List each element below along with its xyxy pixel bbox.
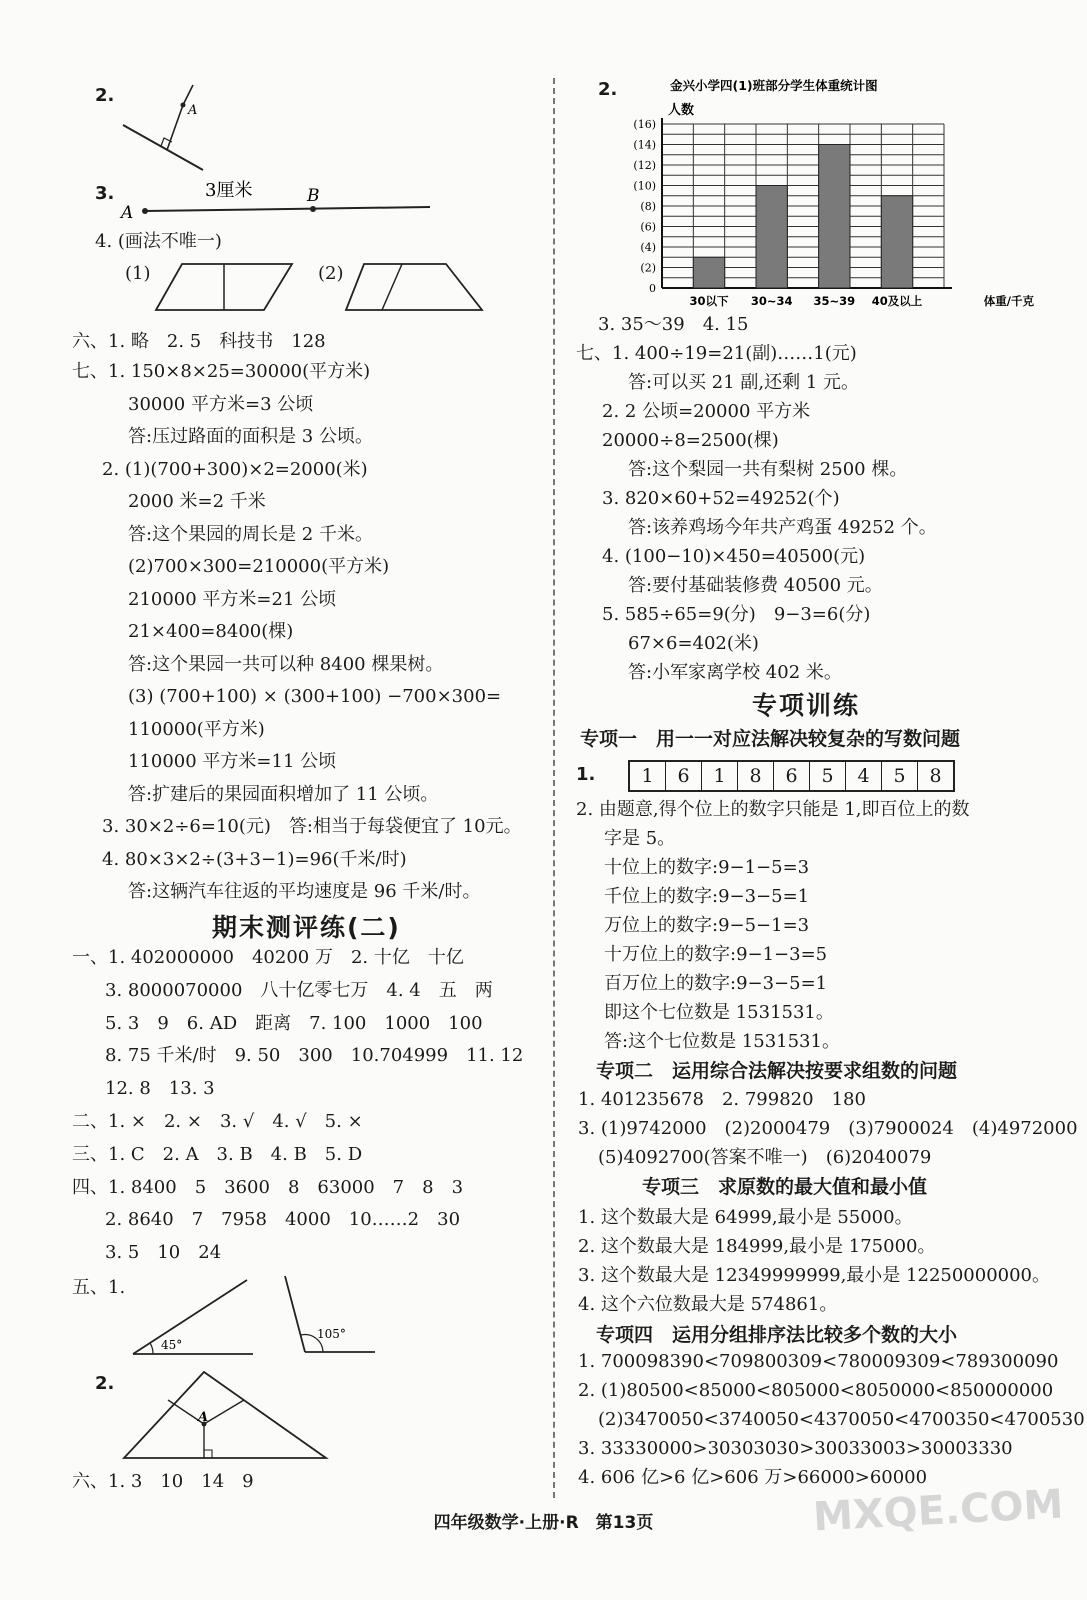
y-tick-label: (4)	[640, 241, 656, 254]
right-sec7-line: 4. (100−10)×450=40500(元)	[602, 546, 866, 567]
s4-title: 专项四 运用分组排序法比较多个数的大小	[596, 1324, 958, 1346]
y-tick-label: 0	[649, 282, 656, 295]
right-sec7-line: 七、1. 400÷19=21(副)……1(元)	[576, 343, 857, 364]
sec6-last-line: 六、1. 3 10 14 9	[72, 1471, 254, 1492]
left-sec7-line: 30000 平方米=3 公顷	[128, 393, 314, 415]
parallelogram-figure	[152, 258, 300, 316]
point-a-label: A	[198, 1410, 209, 1425]
right-sec7-line: 3. 820×60+52=49252(个)	[602, 488, 840, 509]
digit-cell: 1	[701, 762, 737, 790]
right-sec7-line: 5. 585÷65=9(分) 9−3=6(分)	[602, 604, 871, 625]
bar	[881, 196, 912, 288]
point-b-label: B	[307, 186, 320, 206]
trapezoid-figure	[342, 258, 487, 316]
s4-lines-line: 2. (1)80500<85000<805000<8050000<850000000	[578, 1380, 1054, 1401]
s4-lines-line: 1. 700098390<709800309<780009309<789300090	[578, 1351, 1059, 1372]
x-tick-label: 30~34	[750, 294, 793, 308]
right-sec7-line: 答:小军家离学校 402 米。	[628, 662, 842, 683]
left-sec7-line: (3) (700+100) × (300+100) −700×300=	[128, 686, 502, 707]
digit-cell: 5	[809, 762, 845, 790]
right-sec7-line: 20000÷8=2500(棵)	[602, 430, 779, 451]
y-tick-label: (6)	[640, 220, 656, 234]
right-sec7-line: 答:这个梨园一共有梨树 2500 棵。	[628, 459, 908, 480]
left-sec7-line: 2. (1)(700+300)×2=2000(米)	[102, 458, 368, 480]
column-divider	[553, 78, 555, 1498]
left-exam-line: 8. 75 千米/时 9. 50 300 10.704999 11. 12	[105, 1045, 524, 1067]
left-sec7-line: 4. 80×3×2÷(3+3−1)=96(千米/时)	[102, 848, 407, 870]
y-tick-label: (8)	[640, 200, 656, 213]
digit-cell: 6	[773, 762, 809, 790]
length-label: 3厘米	[205, 180, 253, 201]
s1-lines-line: 2. 由题意,得个位上的数字只能是 1,即百位上的数	[576, 799, 970, 820]
page-footer: 四年级数学·上册·R 第13页	[433, 1513, 654, 1533]
left-sec7-line: 110000 平方米=11 公顷	[128, 751, 337, 772]
y-axis-label: 人数	[668, 103, 695, 118]
bar	[693, 257, 724, 288]
left-sec7-line: 答:压过路面的面积是 3 公顷。	[128, 426, 373, 447]
right-sec7-line: 答:可以买 21 副,还剩 1 元。	[628, 372, 860, 393]
s1-lines-line: 十位上的数字:9−1−5=3	[604, 857, 810, 878]
s4-lines-line: 3. 33330000>30303030>30033003>30003330	[578, 1438, 1013, 1459]
left-sec7-line: 2000 米=2 千米	[128, 491, 266, 512]
left-exam-line: 5. 3 9 6. AD 距离 7. 100 1000 100	[105, 1012, 483, 1034]
bar	[756, 186, 787, 289]
digit-cell: 4	[845, 762, 881, 790]
right-q2-label: 2.	[598, 79, 618, 100]
s2-lines-line: 1. 401235678 2. 799820 180	[578, 1089, 866, 1110]
triangle-figure	[120, 1368, 340, 1464]
s2-title: 专项二 运用综合法解决按要求组数的问题	[596, 1060, 958, 1082]
s1-lines-line: 字是 5。	[604, 828, 676, 849]
sec6-line: 六、1. 略 2. 5 科技书 128	[72, 331, 326, 352]
left-exam-line: 四、1. 8400 5 3600 8 63000 7 8 3	[72, 1176, 464, 1198]
special-title: 专项训练	[752, 691, 861, 720]
left-sec7-line: 110000(平方米)	[128, 718, 265, 740]
s2-lines-line: 3. (1)9742000 (2)2000479 (3)7900024 (4)4972000	[578, 1118, 1078, 1139]
left-sec7-line: 21×400=8400(棵)	[128, 621, 294, 642]
left-sec7-line: (2)700×300=210000(平方米)	[128, 556, 390, 577]
chart-title: 金兴小学四(1)班部分学生体重统计图	[670, 78, 878, 93]
s4-lines-line: 4. 606 亿>6 亿>606 万>66000>60000	[578, 1467, 928, 1488]
s4-lines-line: (2)3470050<3740050<4370050<4700350<4700530	[598, 1409, 1085, 1430]
digit-table	[628, 760, 955, 792]
s1-lines-line: 答:这个七位数是 1531531。	[604, 1031, 840, 1052]
left-sec7-line: 210000 平方米=21 公顷	[128, 588, 337, 610]
q3-label: 3.	[95, 183, 115, 204]
s1-q1-label: 1.	[576, 764, 596, 785]
left-exam-line: 3. 8000070000 八十亿零七万 4. 4 五 两	[105, 979, 493, 1001]
x-axis-label: 体重/千克	[983, 294, 1034, 308]
y-tick-label: (10)	[633, 179, 656, 193]
left-sec7-line: 答:这辆汽车往返的平均速度是 96 千米/时。	[128, 881, 481, 902]
watermark: MXQE.COM	[811, 1481, 1065, 1541]
angle-45-label: 45°	[161, 1338, 183, 1352]
digit-cell: 1	[641, 765, 654, 787]
left-exam-line: 12. 8 13. 3	[105, 1078, 215, 1100]
s3-title: 专项三 求原数的最大值和最小值	[642, 1176, 928, 1198]
right-sec7-line: 2. 2 公顷=20000 平方米	[602, 401, 811, 422]
s1-lines-line: 百万位上的数字:9−3−5=1	[604, 973, 828, 994]
left-exam-line: 一、1. 402000000 40200 万 2. 十亿 十亿	[72, 947, 464, 968]
exam-title: 期末测评练(二)	[212, 913, 401, 942]
left-exam-line: 3. 5 10 24	[105, 1242, 222, 1264]
after-chart-line: 3. 35～39 4. 15	[598, 314, 749, 335]
left-exam-line: 二、1. × 2. × 3. √ 4. √ 5. ×	[72, 1111, 363, 1132]
digit-cell: 6	[665, 762, 701, 790]
s3-lines-line: 1. 这个数最大是 64999,最小是 55000。	[578, 1207, 913, 1228]
left-exam-line: 三、1. C 2. A 3. B 4. B 5. D	[72, 1143, 363, 1165]
digit-cell: 8	[917, 762, 953, 790]
left-sec7-line: 答:这个果园一共可以种 8400 棵果树。	[128, 653, 444, 675]
sec5-label: 五、1.	[72, 1277, 126, 1298]
left-sec7-line: 答:这个果园的周长是 2 千米。	[128, 523, 373, 545]
s3-lines-line: 3. 这个数最大是 12349999999,最小是 12250000000。	[578, 1265, 1051, 1286]
left-sec7-line: 七、1. 150×8×25=30000(平方米)	[72, 361, 371, 382]
right-sec7-line: 67×6=402(米)	[628, 633, 759, 654]
s1-lines-line: 十万位上的数字:9−1−3=5	[604, 944, 828, 965]
segment-figure	[115, 176, 440, 222]
sec5-q2-label: 2.	[95, 1373, 115, 1394]
point-a-label: A	[121, 203, 134, 222]
s1-lines-line: 万位上的数字:9−5−1=3	[604, 915, 810, 936]
x-tick-label: 30以下	[689, 294, 729, 308]
y-tick-label: (16)	[633, 118, 656, 131]
angle-105-label: 105°	[317, 1327, 346, 1341]
q4-line: 4. (画法不唯一)	[95, 231, 222, 252]
left-sec7-line: 3. 30×2÷6=10(元) 答:相当于每袋便宜了 10元。	[102, 816, 522, 837]
s1-lines-line: 即这个七位数是 1531531。	[604, 1002, 834, 1023]
q4-sub1: (1)	[125, 263, 151, 284]
right-sec7-line: 答:该养鸡场今年共产鸡蛋 49252 个。	[628, 517, 937, 538]
digit-cell: 8	[737, 762, 773, 790]
digit-cell: 5	[881, 762, 917, 790]
bar	[819, 145, 850, 289]
x-tick-label: 40及以上	[871, 294, 923, 308]
s2-lines-line: (5)4092700(答案不唯一) (6)2040079	[598, 1147, 932, 1168]
s3-lines-line: 4. 这个六位数最大是 574861。	[578, 1294, 838, 1315]
perpendicular-figure	[115, 80, 235, 175]
y-tick-label: (14)	[633, 138, 656, 152]
point-a-label: A	[188, 103, 198, 118]
s1-lines-line: 千位上的数字:9−3−5=1	[604, 886, 810, 907]
x-tick-label: 35~39	[813, 294, 856, 308]
right-sec7-line: 答:要付基础装修费 40500 元。	[628, 575, 883, 596]
s1-title: 专项一 用一一对应法解决较复杂的写数问题	[580, 728, 961, 750]
left-sec7-line: 答:扩建后的果园面积增加了 11 公顷。	[128, 783, 439, 805]
left-exam-line: 2. 8640 7 7958 4000 10……2 30	[105, 1209, 461, 1231]
s3-lines-line: 2. 这个数最大是 184999,最小是 175000。	[578, 1236, 936, 1257]
q4-sub2: (2)	[318, 263, 344, 284]
y-tick-label: (12)	[633, 159, 656, 172]
q2-label: 2.	[95, 85, 115, 106]
angles-figure	[125, 1276, 455, 1366]
y-tick-label: (2)	[640, 261, 656, 275]
weight-bar-chart	[612, 76, 1037, 308]
